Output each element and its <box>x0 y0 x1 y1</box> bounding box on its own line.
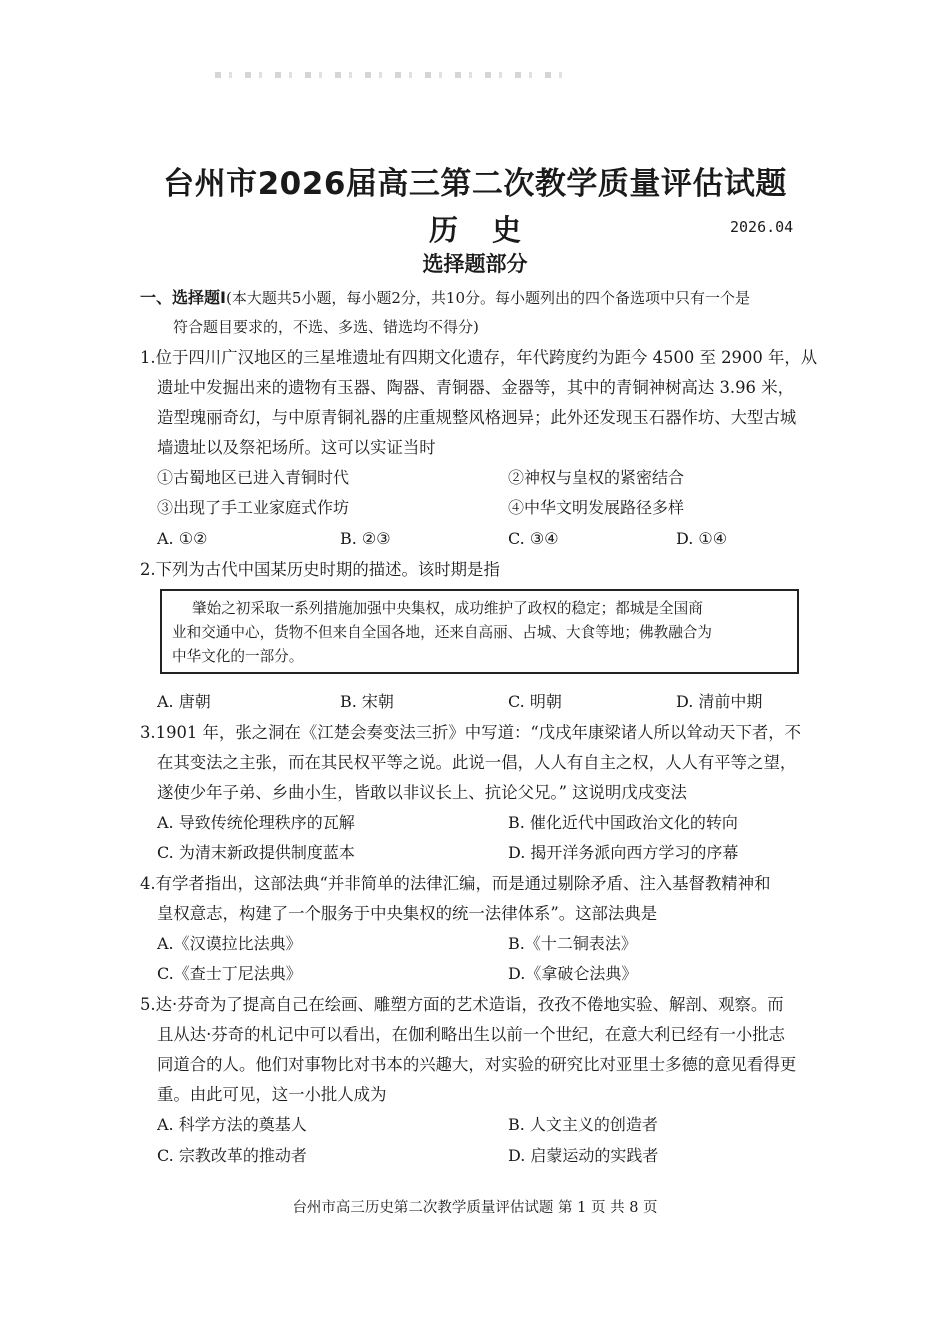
q1-stem-2: 遗址中发掘出来的遗物有玉器、陶器、青铜器、金器等，其中的青铜神树高达 3.96 米， <box>157 378 794 397</box>
q4-option-b[interactable]: B.《十二铜表法》 <box>508 934 637 953</box>
part-heading: 选择题部分 <box>422 252 528 276</box>
q5-option-b[interactable]: B. 人文主义的创造者 <box>508 1115 658 1134</box>
q2-quote-3: 中华文化的一部分。 <box>172 648 304 665</box>
q1-item-2: ②神权与皇权的紧密结合 <box>508 468 685 487</box>
q2-quote-1: 肇始之初采取一系列措施加强中央集权，成功维护了政权的稳定；都城是全国商 <box>192 600 703 617</box>
section-desc-1: (本大题共5小题，每小题2分，共10分。每小题列出的四个备选项中只有一个是 <box>225 289 750 307</box>
q4-option-d[interactable]: D.《拿破仑法典》 <box>508 964 638 983</box>
exam-title: 台州市2026届高三第二次教学质量评估试题 <box>163 166 787 202</box>
q2-option-b[interactable]: B. 宋朝 <box>340 692 394 711</box>
q1-option-c[interactable]: C. ③④ <box>508 529 559 548</box>
q1-item-4: ④中华文明发展路径多样 <box>508 498 685 517</box>
q3-stem-2: 在其变法之主张，而在其民权平等之说。此说一倡，人人有自主之权，人人有平等之望， <box>157 753 797 772</box>
q2-option-c[interactable]: C. 明朝 <box>508 692 562 711</box>
q2-option-a[interactable]: A. 唐朝 <box>157 692 211 711</box>
scan-artifact <box>215 72 570 78</box>
q5-option-d[interactable]: D. 启蒙运动的实践者 <box>508 1146 659 1165</box>
section-heading: 一、选择题Ⅰ <box>140 288 226 307</box>
q5-stem-1: 5.达·芬奇为了提高自己在绘画、雕塑方面的艺术造诣，孜孜不倦地实验、解剖、观察。而 <box>140 995 784 1014</box>
q3-option-a[interactable]: A. 导致传统伦理秩序的瓦解 <box>157 813 355 832</box>
exam-date: 2026.04 <box>730 218 794 236</box>
q5-stem-2: 且从达·芬奇的札记中可以看出，在伽利略出生以前一个世纪，在意大利已经有一小批志 <box>157 1025 786 1044</box>
subject-title <box>0 208 950 249</box>
q2-quote-2: 业和交通中心，货物不但来自全国各地，还来自高丽、占城、大食等地；佛教融合为 <box>172 624 712 641</box>
q5-option-c[interactable]: C. 宗教改革的推动者 <box>157 1146 307 1165</box>
q3-option-d[interactable]: D. 揭开洋务派向西方学习的序幕 <box>508 843 739 862</box>
q1-item-3: ③出现了手工业家庭式作坊 <box>157 498 350 517</box>
q4-stem-2: 皇权意志，构建了一个服务于中央集权的统一法律体系”。这部法典是 <box>157 904 658 923</box>
q3-stem-1: 3.1901 年，张之洞在《江楚会奏变法三折》中写道：“戊戌年康梁诸人所以耸动天下者，不 <box>140 723 802 742</box>
q3-option-c[interactable]: C. 为清末新政提供制度蓝本 <box>157 843 355 862</box>
q1-option-b[interactable]: B. ②③ <box>340 529 391 548</box>
page-footer: 台州市高三历史第二次教学质量评估试题 第 1 页 共 8 页 <box>292 1200 658 1216</box>
q5-stem-4: 重。由此可见，这一小批人成为 <box>157 1085 387 1104</box>
q1-stem-3: 造型瑰丽奇幻，与中原青铜礼器的庄重规整风格迥异；此外还发现玉石器作坊、大型古城 <box>157 408 797 427</box>
q1-stem-1: 1.位于四川广汉地区的三星堆遗址有四期文化遗存，年代跨度约为距今 4500 至 2900 年，从 <box>140 348 818 367</box>
q4-option-a[interactable]: A.《汉谟拉比法典》 <box>157 934 302 953</box>
section-desc-2: 符合题目要求的，不选、多选、错选均不得分) <box>173 318 479 336</box>
q1-option-a[interactable]: A. ①② <box>157 529 208 548</box>
q4-option-c[interactable]: C.《查士丁尼法典》 <box>157 964 302 983</box>
q1-item-1: ①古蜀地区已进入青铜时代 <box>157 468 350 487</box>
q3-option-b[interactable]: B. 催化近代中国政治文化的转向 <box>508 813 738 832</box>
q5-stem-3: 同道合的人。他们对事物比对书本的兴趣大，对实验的研究比对亚里士多德的意见看得更 <box>157 1055 797 1074</box>
section-instructions <box>140 287 750 309</box>
q2-stem-1: 2.下列为古代中国某历史时期的描述。该时期是指 <box>140 560 500 579</box>
q3-stem-3: 遂使少年子弟、乡曲小生，皆敢以非议长上、抗论父兄。” 这说明戊戌变法 <box>157 783 687 802</box>
q5-option-a[interactable]: A. 科学方法的奠基人 <box>157 1115 307 1134</box>
q1-option-d[interactable]: D. ①④ <box>676 529 728 548</box>
q2-option-d[interactable]: D. 清前中期 <box>676 692 763 711</box>
q1-stem-4: 墙遗址以及祭祀场所。这可以实证当时 <box>157 438 436 457</box>
q2-quote-box <box>160 589 799 674</box>
subject-text: 历史 <box>428 213 555 247</box>
q4-stem-1: 4.有学者指出，这部法典“并非简单的法律汇编，而是通过剔除矛盾、注入基督教精神和 <box>140 874 771 893</box>
